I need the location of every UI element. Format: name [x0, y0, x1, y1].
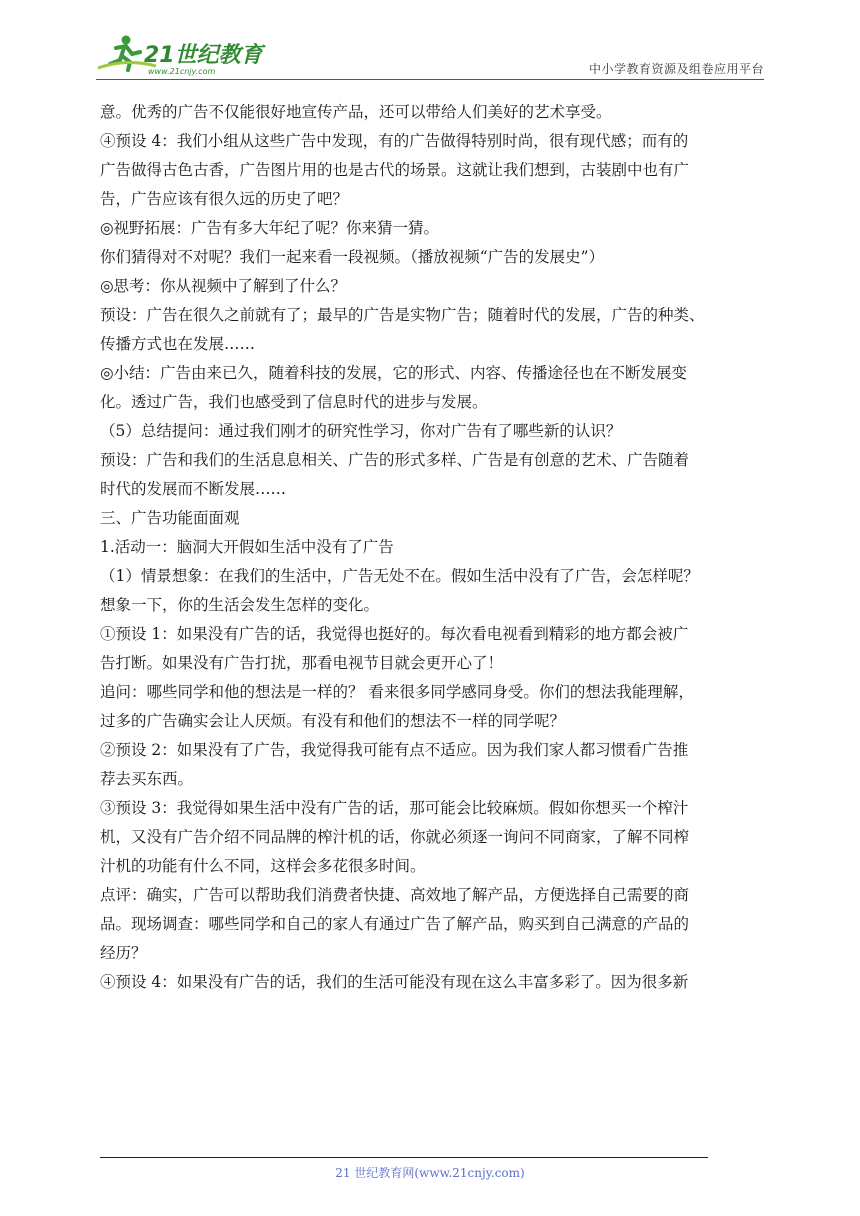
text-line: 汁机的功能有什么不同，这样会多花很多时间。 [100, 857, 426, 875]
text-line: ④预设 4：如果没有广告的话，我们的生活可能没有现在这么丰富多彩了。因为很多新 [100, 973, 689, 991]
header-divider [96, 79, 764, 80]
text-line: ④预设 4：我们小组从这些广告中发现，有的广告做得特别时尚，很有现代感；而有的 [100, 132, 689, 150]
platform-name: 中小学教育资源及组卷应用平台 [588, 62, 764, 76]
text-line: （1）情景想象：在我们的生活中，广告无处不在。假如生活中没有了广告，会怎样呢？ [100, 567, 699, 585]
text-line: 追问：哪些同学和他的想法是一样的？ 看来很多同学感同身受。你们的想法我能理解， [100, 683, 694, 701]
text-line: 广告做得古色古香，广告图片用的也是古代的场景。这就让我们想到，古装剧中也有广 [100, 161, 690, 179]
text-line: 点评：确实，广告可以帮助我们消费者快捷、高效地了解产品，方便选择自己需要的商 [100, 886, 690, 904]
text-line: 传播方式也在发展…… [100, 335, 256, 353]
text-line: 过多的广告确实会让人厌烦。有没有和他们的想法不一样的同学呢？ [100, 712, 566, 730]
text-line: 告打断。如果没有广告打扰，那看电视节目就会更开心了！ [100, 654, 504, 672]
document-body [100, 98, 766, 997]
text-line: 预设：广告和我们的生活息息相关、广告的形式多样、广告是有创意的艺术、广告随着 [100, 451, 690, 469]
text-line: 化。透过广告，我们也感受到了信息时代的进步与发展。 [100, 393, 488, 411]
text-line: ◎视野拓展：广告有多大年纪了呢？你来猜一猜。 [100, 219, 440, 237]
text-line: 告，广告应该有很久远的历史了吧？ [100, 190, 349, 208]
text-line: 你们猜得对不对呢？我们一起来看一段视频。（播放视频“广告的发展史”） [100, 248, 605, 266]
page-header [96, 28, 764, 80]
activity-heading: 1.活动一：脑洞大开假如生活中没有了广告 [100, 538, 394, 556]
text-line: ◎小结：广告由来已久，随着科技的发展，它的形式、内容、传播途径也在不断发展变 [100, 364, 688, 382]
text-line: 荐去买东西。 [100, 770, 194, 788]
text-line: 预设：广告在很久之前就有了；最早的广告是实物广告；随着时代的发展，广告的种类、 [100, 306, 705, 324]
text-line: ②预设 2：如果没有了广告，我觉得我可能有点不适应。因为我们家人都习惯看广告推 [100, 741, 689, 759]
logo-text: 21世纪教育 [144, 43, 263, 68]
section-heading: 三、广告功能面面观 [100, 509, 240, 527]
text-line: 品。现场调查：哪些同学和自己的家人有通过广告了解产品，购买到自己满意的产品的 [100, 915, 690, 933]
text-line: 机，又没有广告介绍不同品牌的榨汁机的话，你就必须逐一询问不同商家，了解不同榨 [100, 828, 690, 846]
text-line: ③预设 3：我觉得如果生活中没有广告的话，那可能会比较麻烦。假如你想买一个榨汁 [100, 799, 689, 817]
text-line: ◎思考：你从视频中了解到了什么？ [100, 277, 347, 295]
text-line: ①预设 1：如果没有广告的话，我觉得也挺好的。每次看电视看到精彩的地方都会被广 [100, 625, 689, 643]
footer-link[interactable]: 21 世纪教育网(www.21cnjy.com) [335, 1166, 525, 1180]
text-line: （5）总结提问：通过我们刚才的研究性学习，你对广告有了哪些新的认识？ [100, 422, 622, 440]
text-line: 经历？ [100, 944, 147, 962]
svg-text:www.21cnjy.com: www.21cnjy.com [148, 67, 216, 76]
text-line: 意。优秀的广告不仅能很好地宣传产品，还可以带给人们美好的艺术享受。 [100, 103, 612, 121]
site-logo [96, 28, 266, 80]
footer-divider [100, 1157, 708, 1158]
text-line: 时代的发展而不断发展…… [100, 480, 287, 498]
text-line: 想象一下，你的生活会发生怎样的变化。 [100, 596, 380, 614]
